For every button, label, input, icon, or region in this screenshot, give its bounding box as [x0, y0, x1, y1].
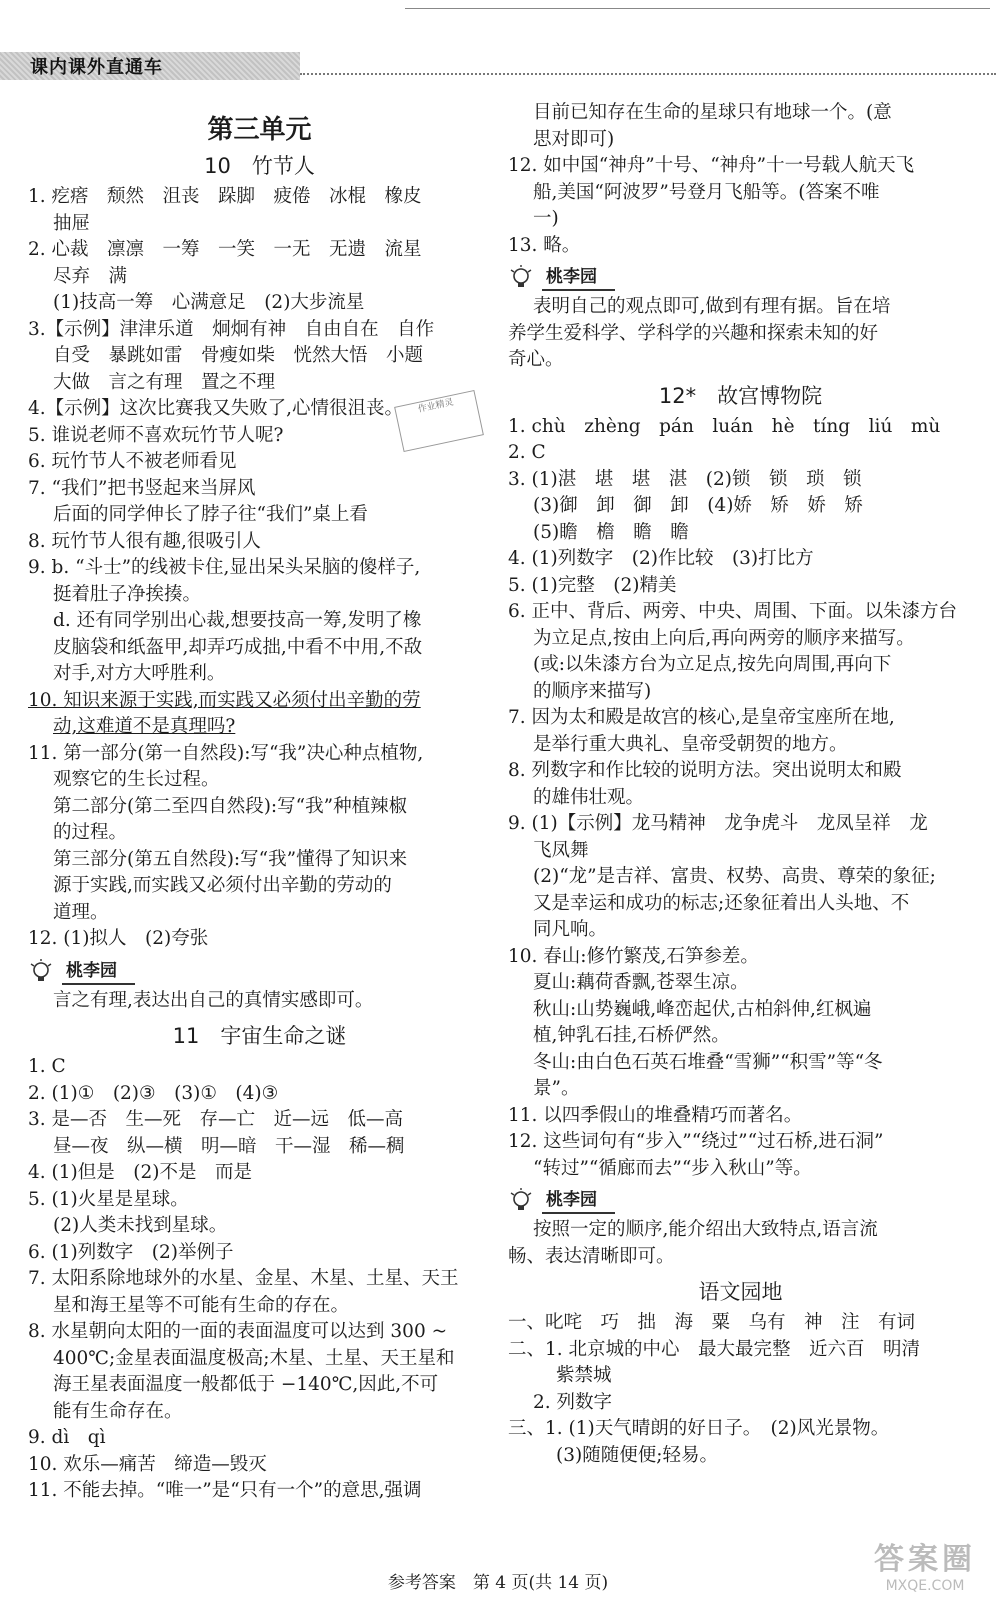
- answer-line: 12. 如中国“神舟”十号、“神舟”十一号载人航天飞: [508, 155, 915, 176]
- answer-line: 10. 知识来源于实践,而实践又必须付出辛勤的劳: [28, 689, 421, 711]
- answer-line: 3. 是—否 生—死 存—亡 近—远 低—高: [28, 1109, 404, 1130]
- answer-line: 星和海王星等不可能有生命的存在。: [53, 1294, 350, 1316]
- taoliyuan-text: 养学生爱科学、学科学的兴趣和探索未知的好: [508, 322, 879, 344]
- taoliyuan-text: 按照一定的顺序,能介绍出大致特点,语言流: [533, 1219, 878, 1240]
- answer-line: 11. 不能去掉。“唯一”是“只有一个”的意思,强调: [28, 1480, 422, 1501]
- lightbulb-icon: [508, 265, 534, 291]
- answer-line: 6. 正中、背后、两旁、中央、周围、下面。以朱漆方台: [508, 601, 958, 622]
- taoliyuan-label: 桃李园: [542, 265, 615, 291]
- answer-line: 对手,对方大呼胜利。: [53, 663, 226, 684]
- answer-line: 海王星表面温度一般都低于 −140℃,因此,不可: [53, 1374, 439, 1395]
- answer-line: 2. 心裁 凛凛 一筹 一笑 一无 无遗 流星: [28, 239, 422, 260]
- answer-line: 400℃;金星表面温度极高;木星、土星、天王星和: [53, 1347, 455, 1369]
- lesson-11-title: 11 宇宙生命之谜: [172, 1024, 347, 1048]
- answer-line: 自受 暴跳如雷 骨瘦如柴 恍然大悟 小题: [53, 345, 424, 366]
- answer-line: 3. (1)湛 堪 堪 湛 (2)锁 锁 琐 锁: [508, 468, 862, 490]
- answer-line: 13. 略。: [508, 234, 581, 256]
- right-column: [508, 100, 973, 1469]
- top-rule: [405, 8, 990, 9]
- answer-line: 飞凤舞: [533, 839, 589, 861]
- answer-line: 道理。: [53, 901, 109, 923]
- answer-line: 8. 水星朝向太阳的一面的表面温度可以达到 300 ~: [28, 1321, 448, 1342]
- answer-line: 同凡响。: [533, 919, 608, 940]
- unit-title: 第三单元: [207, 115, 312, 145]
- answer-line: “转过”“循廊而去”“步入秋山”等。: [533, 1157, 812, 1179]
- yuwen-yuandi-title: 语文园地: [698, 1280, 783, 1304]
- taoliyuan-header: [28, 956, 491, 988]
- answer-line: 大做 言之有理 置之不理: [53, 371, 276, 393]
- answer-line: 冬山:由白色石英石堆叠“雪狮”“积雪”等“冬: [533, 1051, 883, 1073]
- answer-line: 的顺序来描写): [533, 680, 652, 702]
- answer-line: 动,这难道不是真理吗?: [53, 716, 236, 737]
- answer-line: 11. 第一部分(第一自然段):写“我”决心种点植物,: [28, 742, 424, 764]
- watermark-logo: [874, 1534, 976, 1594]
- answer-line: 夏山:藕荷香飘,苍翠生凉。: [533, 972, 749, 993]
- answer-line: 尽弃 满: [53, 265, 128, 287]
- answer-line: 秋山:山势巍峨,峰峦起伏,古柏斜伸,红枫遍: [533, 998, 872, 1020]
- answer-line: 的雄伟壮观。: [533, 786, 645, 808]
- answer-line: 三、1. (1)天气晴朗的好日子。 (2)风光景物。: [508, 1418, 890, 1439]
- answer-line: 源于实践,而实践又必须付出辛勤的劳动的: [53, 875, 392, 896]
- logo-url: MXQE.COM: [885, 1578, 965, 1594]
- answer-line: 第三部分(第五自然段):写“我”懂得了知识来: [53, 848, 408, 870]
- lightbulb-icon: [508, 1188, 534, 1214]
- answer-line: 9. (1)【示例】龙马精神 龙争虎斗 龙凤呈祥 龙: [508, 813, 928, 834]
- answer-line: 船,美国“阿波罗”号登月飞船等。(答案不唯: [533, 181, 880, 203]
- watermark-stamp: 作业精灵: [394, 390, 484, 452]
- answer-line: (3)御 卸 御 卸 (4)娇 矫 娇 矫: [533, 495, 863, 516]
- answer-line: 5. (1)火星是星球。: [28, 1188, 189, 1210]
- answer-line: 2. 列数字: [533, 1391, 613, 1413]
- answer-line: 2. (1)① (2)③ (3)① (4)③: [28, 1082, 279, 1104]
- answer-line: 4.【示例】这次比赛我又失败了,心情很沮丧。: [28, 398, 404, 419]
- answer-line: 是举行重大典礼、皇帝受朝贺的地方。: [533, 733, 848, 755]
- answer-line: 4. (1)但是 (2)不是 而是: [28, 1162, 252, 1183]
- answer-line: 10. 春山:修竹繁茂,石笋参差。: [508, 945, 759, 967]
- answer-line: 3.【示例】津津乐道 炯炯有神 自由自在 自作: [28, 318, 435, 340]
- answer-line: (或:以朱漆方台为立足点,按先向周围,再向下: [533, 654, 892, 675]
- answer-line: 一、叱咤 巧 拙 海 粟 乌有 神 注 有词: [508, 1312, 916, 1333]
- answer-line: 4. (1)列数字 (2)作比较 (3)打比方: [508, 548, 814, 569]
- logo-text: 答案圈: [874, 1542, 976, 1577]
- answer-line: 7. “我们”把书竖起来当屏风: [28, 477, 256, 499]
- taoliyuan-label: 桃李园: [542, 1188, 615, 1214]
- taoliyuan-text: 奇心。: [508, 349, 564, 370]
- answer-line: 2. C: [508, 442, 546, 463]
- taoliyuan-text: 言之有理,表达出自己的真情实感即可。: [53, 989, 374, 1011]
- answer-line: 一): [533, 208, 559, 229]
- header-line: [300, 73, 996, 75]
- answer-line: 又是幸运和成功的标志;还象征着出人头地、不: [533, 892, 910, 914]
- taoliyuan-label: 桃李园: [62, 959, 135, 985]
- answer-line: 5. (1)完整 (2)精美: [508, 574, 677, 596]
- answer-line: 紫禁城: [556, 1365, 612, 1386]
- answer-line: 8. 玩竹节人很有趣,很吸引人: [28, 530, 261, 552]
- answer-line: 二、1. 北京城的中心 最大最完整 近六百 明清: [508, 1338, 921, 1360]
- answer-line: 挺着肚子净挨揍。: [53, 583, 202, 605]
- answer-line: 能有生命存在。: [53, 1400, 183, 1422]
- lesson-12-title: 12* 故宫博物院: [658, 383, 823, 408]
- page-footer: 参考答案 第 4 页(共 14 页): [387, 1573, 609, 1593]
- answer-line: 5. 谁说老师不喜欢玩竹节人呢?: [28, 424, 284, 446]
- answer-line: 1. chù zhèng pán luán hè tíng liú mù: [508, 415, 941, 437]
- lightbulb-icon: [28, 959, 54, 985]
- header-title: 课内课外直通车: [30, 57, 163, 78]
- left-column: [28, 100, 491, 1505]
- answer-line: 第二部分(第二至四自然段):写“我”种植辣椒: [53, 795, 408, 817]
- answer-line: 7. 因为太和殿是故宫的核心,是皇帝宝座所在地,: [508, 707, 895, 728]
- answer-line: 1. C: [28, 1056, 66, 1077]
- answer-line: 抽屉: [53, 212, 91, 234]
- answer-line: 6. (1)列数字 (2)举例子: [28, 1241, 234, 1263]
- answer-line: 11. 以四季假山的堆叠精巧而著名。: [508, 1104, 803, 1126]
- taoliyuan-text: 畅、表达清晰即可。: [508, 1245, 675, 1267]
- answer-line: 12. 这些词句有“步入”“绕过”“过石桥,进石洞”: [508, 1131, 884, 1152]
- taoliyuan-text: 表明自己的观点即可,做到有理有据。旨在培: [533, 296, 891, 317]
- answer-line: d. 还有同学别出心裁,想要技高一筹,发明了橡: [53, 610, 422, 631]
- taoliyuan-header: [508, 1185, 973, 1217]
- answer-line: (2)人类未找到星球。: [53, 1215, 228, 1236]
- answer-line: 6. 玩竹节人不被老师看见: [28, 451, 237, 472]
- answer-line: 思对即可): [533, 128, 615, 150]
- answer-line: 皮脑袋和纸盔甲,却弄巧成拙,中看不中用,不敌: [53, 636, 423, 658]
- answer-line: (5)瞻 檐 瞻 瞻: [533, 521, 689, 543]
- answer-line: 观察它的生长过程。: [53, 769, 220, 790]
- answer-line: 12. (1)拟人 (2)夸张: [28, 928, 209, 949]
- taoliyuan-header: [508, 262, 973, 294]
- lesson-10-title: 10 竹节人: [204, 154, 315, 178]
- answer-line: 景”。: [533, 1078, 580, 1099]
- answer-line: (3)随随便便;轻易。: [556, 1444, 718, 1466]
- answer-line: 9. b. “斗士”的线被卡住,显出呆头呆脑的傻样子,: [28, 557, 421, 578]
- answer-line: 昼—夜 纵—横 明—暗 干—湿 稀—稠: [53, 1135, 405, 1157]
- answer-line: 9. dì qì: [28, 1427, 106, 1448]
- answer-line: 1. 疙瘩 颓然 沮丧 跺脚 疲倦 冰棍 橡皮: [28, 186, 422, 207]
- answer-line: (2)“龙”是吉祥、富贵、权势、高贵、尊荣的象征;: [533, 866, 936, 887]
- answer-line: 植,钟乳石挂,石桥俨然。: [533, 1025, 730, 1046]
- answer-line: 为立足点,按由上向后,再向两旁的顺序来描写。: [533, 627, 915, 649]
- answer-line: 目前已知存在生命的星球只有地球一个。(意: [533, 102, 892, 123]
- answer-line: 8. 列数字和作比较的说明方法。突出说明太和殿: [508, 760, 902, 781]
- answer-line: (1)技高一筹 心满意足 (2)大步流星: [53, 292, 365, 313]
- answer-line: 7. 太阳系除地球外的水星、金星、木星、土星、天王: [28, 1268, 459, 1289]
- answer-line: 10. 欢乐—痛苦 缔造—毁灭: [28, 1453, 267, 1475]
- answer-line: 的过程。: [53, 822, 128, 843]
- answer-line: 后面的同学伸长了脖子往“我们”桌上看: [53, 504, 368, 525]
